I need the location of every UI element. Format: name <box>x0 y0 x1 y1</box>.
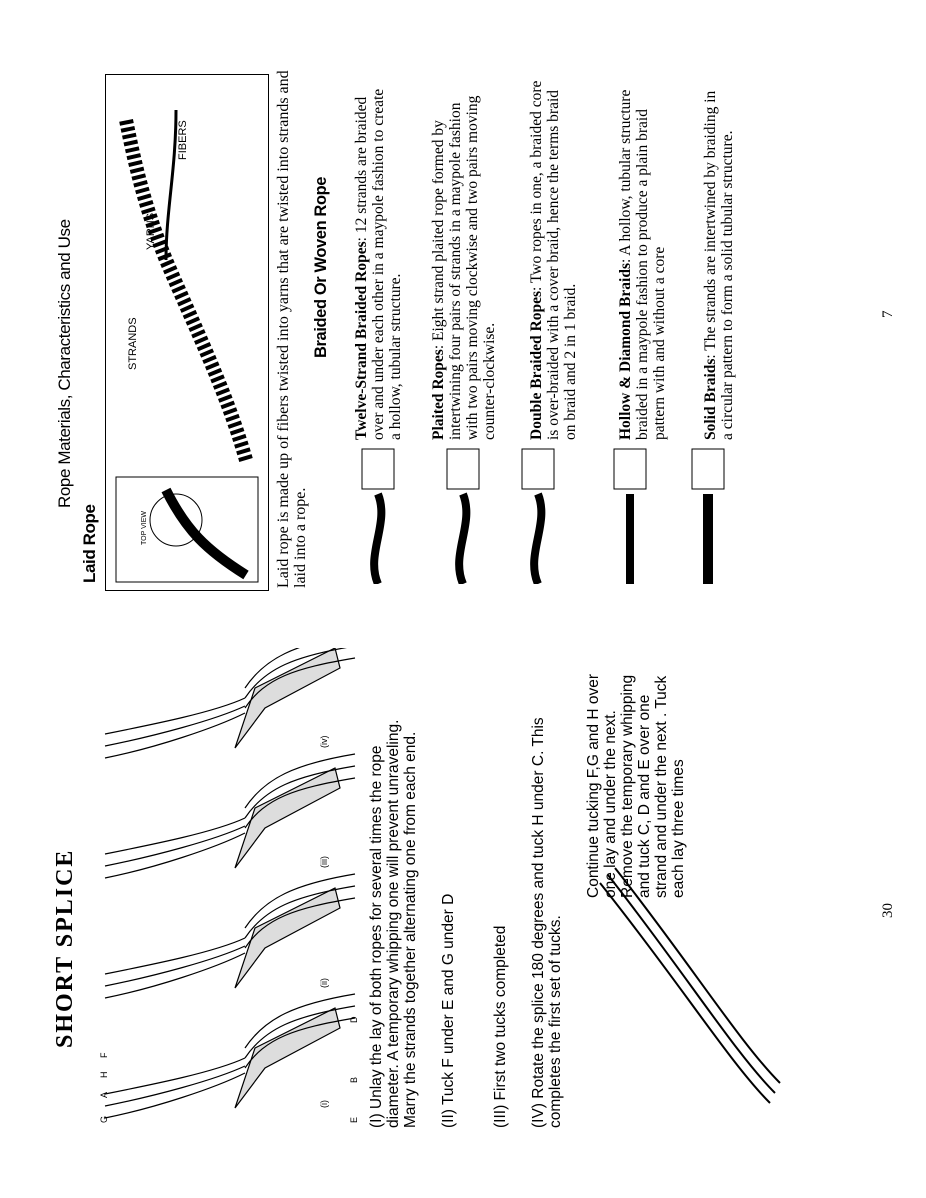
fig-caption: (ii) <box>319 978 329 988</box>
page-title-short-splice: SHORT SPLICE <box>52 848 78 1048</box>
page-number-left: 30 <box>880 903 896 918</box>
fig-caption: (iv) <box>319 735 329 748</box>
strands-label: STRANDS <box>127 317 139 370</box>
braided-rope-heading: Braided Or Woven Rope <box>312 176 330 358</box>
finish-instructions: Continue tucking F,G and H over one lay and under the next. Remove the temporary whipping and tuck C, D and E over one strand and under the next . Tuck each lay three times <box>585 673 687 898</box>
fig-letter: A <box>99 1091 109 1098</box>
fibers-label: FIBERS <box>177 120 189 160</box>
fig-caption: (iii) <box>319 856 329 868</box>
fig-letter: D <box>349 1016 359 1023</box>
page-title-rope-materials: Rope Materials, Characteristics and Use <box>55 219 74 508</box>
rope-type-double-braided: Double Braided Ropes: Two ropes in one, a braided core is over-braided with a cover braid, hence the terms braid on braid and 2 in 1 braid. <box>528 80 579 440</box>
laid-rope-description: Laid rope is made up of fibers twisted into yarns that are twisted into strands and laid into a rope. <box>275 70 309 588</box>
solid-braid-thumbnail <box>690 444 726 584</box>
fig-letter: E <box>349 1116 359 1123</box>
yarns-label: YARNS <box>145 212 157 250</box>
fig-caption: (i) <box>319 1100 329 1108</box>
rope-type-hollow-diamond: Hollow & Diamond Braids: A hollow, tubular structure braided in a maypole fashion to produce a plain braid pattern with and without a core <box>617 89 668 440</box>
rope-type-twelve-strand: Twelve-Strand Braided Ropes: 12 strands are braided over and under each other in a maypole fashion to create a hollow, tubular structure. <box>353 88 404 440</box>
step-2-text: (II) Tuck F under E and G under D <box>440 893 457 1128</box>
fig-letter: G <box>99 1115 109 1123</box>
page-number-right: 7 <box>880 310 896 318</box>
laid-rope-figure <box>105 74 269 591</box>
rope-type-solid-braid: Solid Braids: The strands are intertwined by braiding in a circular pattern to form a solid tubular structure. <box>702 90 736 440</box>
step-1-text: (I) Unlay the lay of both ropes for several times the rope diameter. A temporary whipping one will prevent unraveling. Marry the strands together alternating one from each end. <box>368 719 419 1128</box>
plaited-thumbnail <box>445 444 481 584</box>
double-braided-thumbnail <box>520 444 556 584</box>
rope-type-plaited: Plaited Ropes: Eight strand plaited rope formed by intertwining four pairs of strands in a maypole fashion with two pairs moving clockwise and two pairs moving counter-clockwise. <box>430 95 498 440</box>
step-4-text: (IV) Rotate the splice 180 degrees and tuck H under C. This completes the first set of tucks. <box>530 717 564 1128</box>
fig-letter: H <box>99 1071 109 1078</box>
hollow-diamond-thumbnail <box>612 444 648 584</box>
short-splice-diagram <box>95 648 365 1128</box>
fig-letter: B <box>349 1076 359 1083</box>
fig-letter: F <box>99 1052 109 1058</box>
laid-rope-heading: Laid Rope <box>80 504 99 583</box>
step-3-text: (III) First two tucks completed <box>492 925 509 1128</box>
top-view-label: TOP VIEW <box>141 511 148 545</box>
twelve-strand-thumbnail <box>360 444 396 584</box>
